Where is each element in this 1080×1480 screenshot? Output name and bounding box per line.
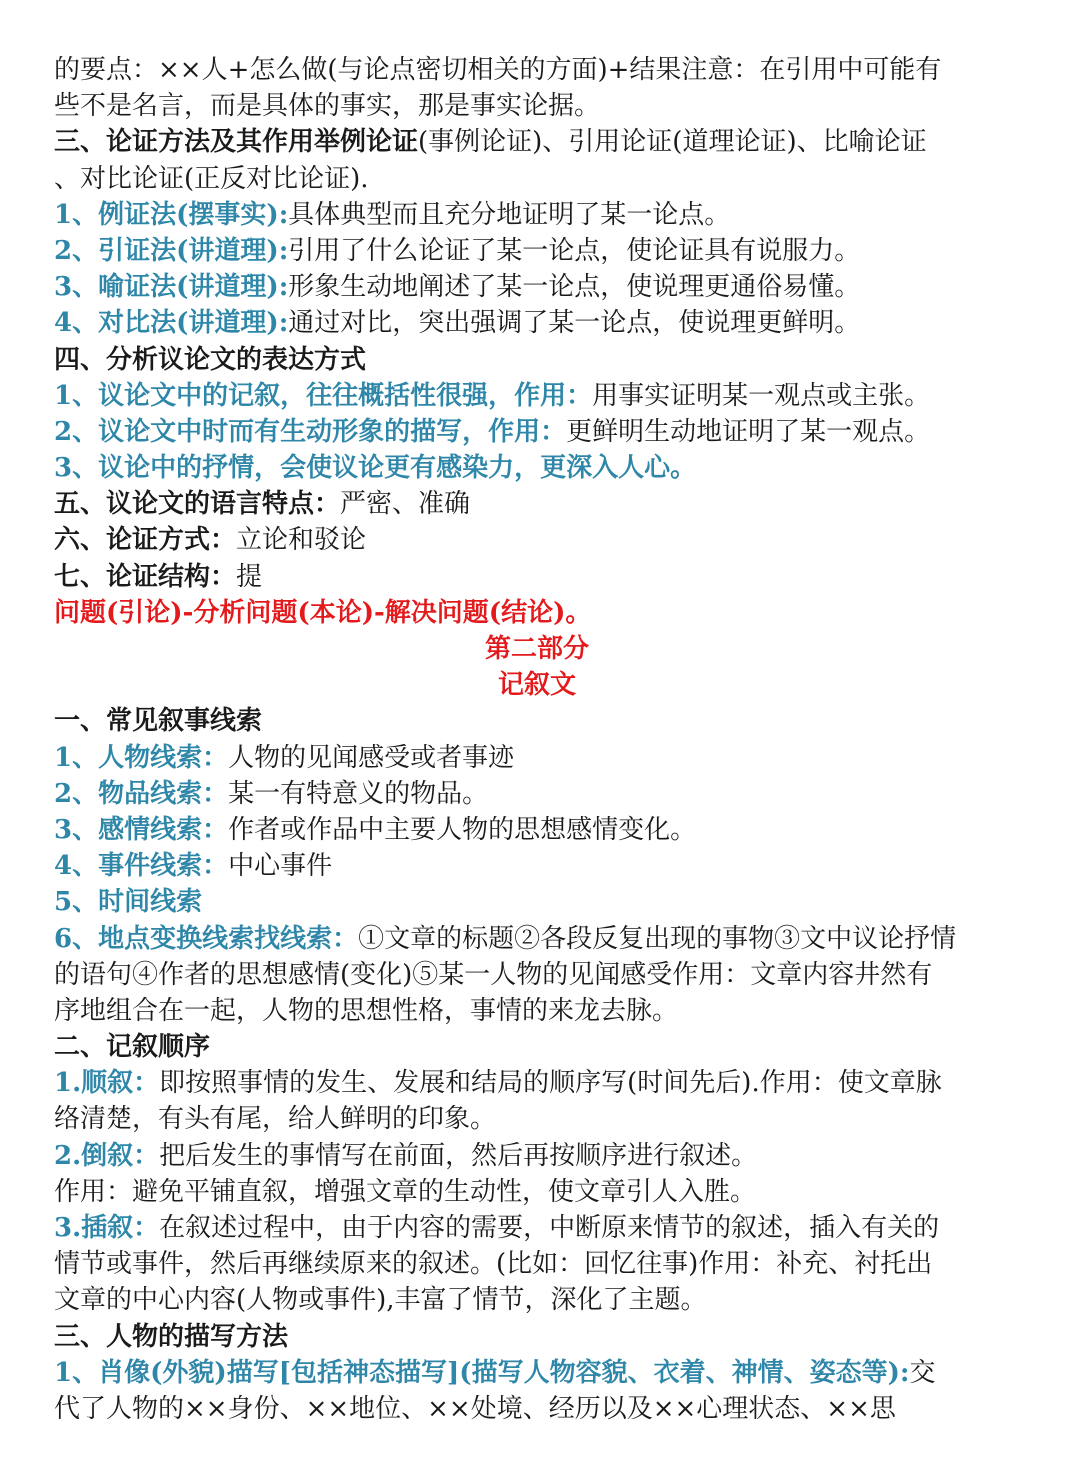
body-text: 交 xyxy=(909,1357,936,1388)
term-label: 1、例证法(摆事实): xyxy=(54,199,289,230)
text-line xyxy=(54,1210,1020,1246)
term-label: 4、事件线索： xyxy=(54,851,229,882)
body-text: 引用了什么论证了某一论点，使论证具有说服力。 xyxy=(288,235,861,266)
body-text: 作者或作品中主要人物的思想感情变化。 xyxy=(228,814,697,845)
section-heading: 一、常见叙事线索 xyxy=(54,706,263,737)
text-line xyxy=(54,1391,1020,1427)
text-line xyxy=(54,342,1020,378)
text-line xyxy=(54,1319,1020,1355)
text-line xyxy=(54,1246,1020,1282)
term-label: 4、对比法(讲道理): xyxy=(54,308,289,339)
text-line xyxy=(54,233,1020,269)
body-text: 作用：避免平铺直叙，增强文章的生动性，使文章引人入胜。 xyxy=(54,1176,757,1207)
text-line xyxy=(54,921,1020,957)
text-line xyxy=(54,957,1020,993)
term-label: 2.倒叙： xyxy=(54,1140,160,1171)
section-heading: 五、议论文的语言特点： xyxy=(54,489,341,520)
section-heading: 三、论证方法及其作用举例论证 xyxy=(54,127,419,158)
text-line xyxy=(54,1101,1020,1137)
body-text: 具体典型而且充分地证明了某一论点。 xyxy=(288,199,731,230)
term-label: 6、地点变换线索找线索： xyxy=(54,923,359,954)
text-line xyxy=(54,450,1020,486)
highlight-text: 问题(引论)-分析问题(本论)-解决问题(结论)。 xyxy=(54,597,592,628)
text-line xyxy=(54,559,1020,595)
highlight-text: 第二部分 xyxy=(484,634,589,664)
term-label: 2、议论文中时而有生动形象的描写，作用： xyxy=(54,416,567,447)
body-text: 的语句④作者的思想感情(变化)⑤某一人物的见闻感受作用：文章内容井然有 xyxy=(54,959,933,990)
text-line xyxy=(54,993,1020,1029)
body-text: 文章的中心内容(人物或事件),丰富了情节，深化了主题。 xyxy=(54,1285,707,1316)
text-line xyxy=(54,1174,1020,1210)
body-text: 、对比论证(正反对比论证). xyxy=(54,163,369,194)
text-line xyxy=(54,378,1020,414)
body-text: ①文章的标题②各段反复出现的事物③文中议论抒情 xyxy=(358,923,957,954)
section-heading: 三、人物的描写方法 xyxy=(54,1321,289,1352)
text-line xyxy=(54,631,1020,667)
term-label: 2、物品线索： xyxy=(54,778,229,809)
term-label: 1、议论文中的记叙，往往概括性很强，作用： xyxy=(54,380,593,411)
term-label: 5、时间线索 xyxy=(54,887,203,918)
body-text: 用事实证明某一观点或主张。 xyxy=(592,380,931,411)
body-text: (事例论证)、引用论证(道理论证)、比喻论证 xyxy=(418,127,927,158)
section-heading: 六、论证方式： xyxy=(54,525,237,556)
section-heading: 四、分析议论文的表达方式 xyxy=(54,344,367,375)
term-label: 1、肖像(外貌)描写[包括神态描写](描写人物容貌、衣着、神情、姿态等): xyxy=(54,1357,910,1388)
text-line xyxy=(54,740,1020,776)
text-line xyxy=(54,197,1020,233)
body-text: 即按照事情的发生、发展和结局的顺序写(时间先后).作用：使文章脉 xyxy=(159,1068,942,1099)
body-text: 把后发生的事情写在前面，然后再按顺序进行叙述。 xyxy=(159,1140,758,1171)
section-heading: 七、论证结构： xyxy=(54,561,237,592)
term-label: 1.顺叙： xyxy=(54,1068,160,1099)
text-line xyxy=(54,161,1020,197)
term-label: 3.插叙： xyxy=(54,1213,160,1243)
text-line xyxy=(54,305,1020,341)
text-line xyxy=(54,848,1020,884)
text-line xyxy=(54,88,1020,124)
term-label: 3、议论中的抒情，会使议论更有感染力，更深入人心。 xyxy=(54,453,697,484)
body-text: 的要点：××人+怎么做(与论点密切相关的方面)+结果注意：在引用中可能有 xyxy=(54,55,942,85)
body-text: 人物的见闻感受或者事迹 xyxy=(228,742,515,773)
term-label: 3、感情线索： xyxy=(54,814,229,845)
body-text: 某一有特意义的物品。 xyxy=(228,778,489,809)
text-line xyxy=(54,1282,1020,1318)
body-text: 序地组合在一起，人物的思想性格，事情的来龙去脉。 xyxy=(54,995,679,1026)
text-line xyxy=(54,124,1020,160)
body-text: 中心事件 xyxy=(228,851,333,882)
text-line xyxy=(54,812,1020,848)
body-text: 形象生动地阐述了某一论点，使说理更通俗易懂。 xyxy=(288,272,861,303)
highlight-text: 记叙文 xyxy=(497,670,576,701)
text-line xyxy=(54,667,1020,703)
body-text: 情节或事件，然后再继续原来的叙述。(比如：回忆往事)作用：补充、衬托出 xyxy=(54,1249,933,1280)
term-label: 1、人物线索： xyxy=(54,742,229,773)
text-line xyxy=(54,595,1020,631)
body-text: 通过对比，突出强调了某一论点，使说理更鲜明。 xyxy=(288,308,861,339)
text-line xyxy=(54,269,1020,305)
text-line xyxy=(54,414,1020,450)
text-line xyxy=(54,1138,1020,1174)
body-text: 严密、准确 xyxy=(340,489,471,520)
term-label: 2、引证法(讲道理): xyxy=(54,235,289,266)
term-label: 3、喻证法(讲道理): xyxy=(54,272,289,303)
text-line xyxy=(54,522,1020,558)
body-text: 络清楚，有头有尾，给人鲜明的印象。 xyxy=(54,1104,497,1135)
text-line xyxy=(54,52,1020,88)
text-line xyxy=(54,776,1020,812)
text-line xyxy=(54,884,1020,920)
text-line xyxy=(54,486,1020,522)
text-line xyxy=(54,1029,1020,1065)
text-line xyxy=(54,1355,1020,1391)
body-text: 提 xyxy=(236,561,263,592)
body-text: 些不是名言，而是具体的事实，那是事实论据。 xyxy=(54,91,601,122)
text-line xyxy=(54,703,1020,739)
section-heading: 二、记叙顺序 xyxy=(54,1032,211,1063)
text-line xyxy=(54,1065,1020,1101)
body-text: 更鲜明生动地证明了某一观点。 xyxy=(566,416,931,447)
body-text: 立论和驳论 xyxy=(236,525,367,556)
body-text: 在叙述过程中，由于内容的需要，中断原来情节的叙述，插入有关的 xyxy=(159,1213,940,1243)
body-text: 代了人物的××身份、××地位、××处境、经历以及××心理状态、××思 xyxy=(54,1393,896,1424)
